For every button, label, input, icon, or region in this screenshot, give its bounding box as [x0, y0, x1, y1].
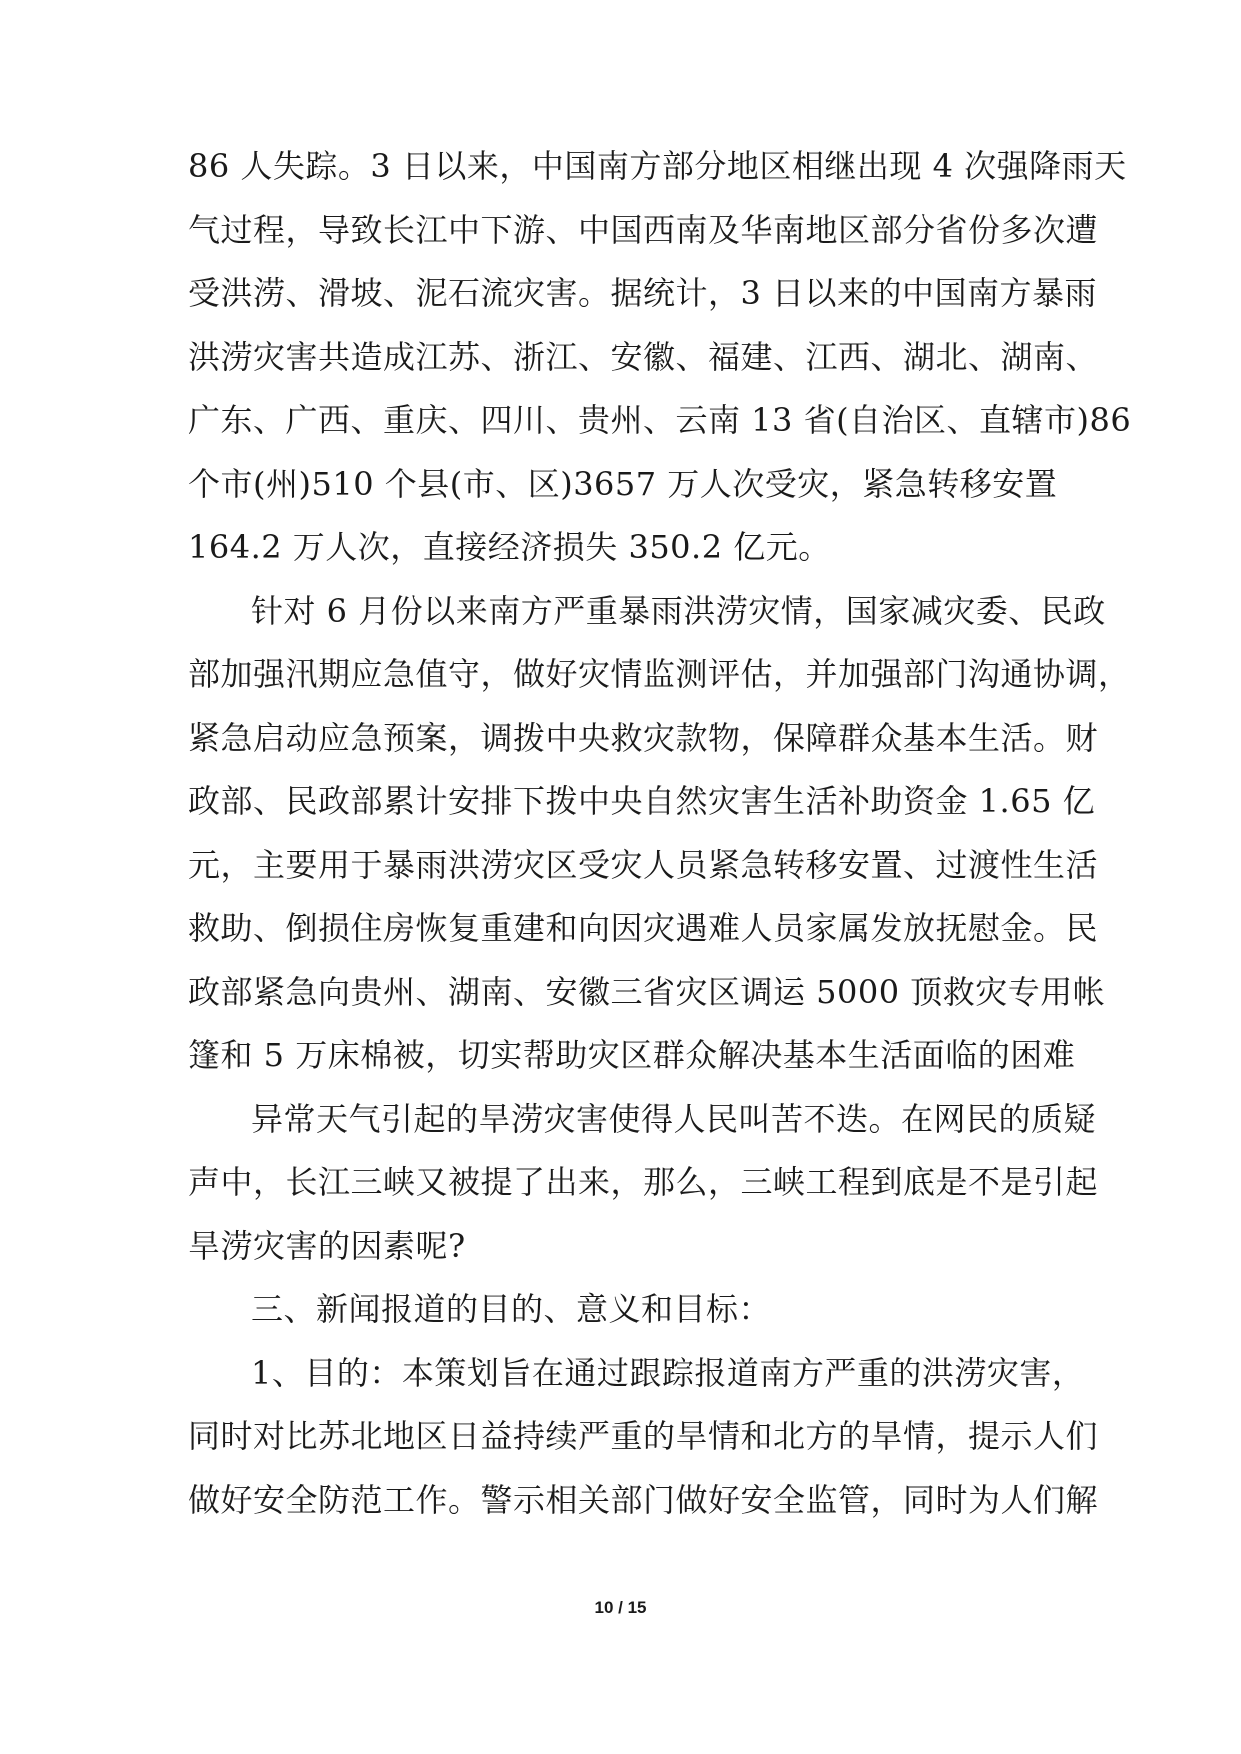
- text-line: 元，主要用于暴雨洪涝灾区受灾人员紧急转移安置、过渡性生活: [188, 846, 1099, 884]
- text-line: 164.2 万人次，直接经济损失 350.2 亿元。: [188, 528, 831, 566]
- text-line: 受洪涝、滑坡、泥石流灾害。据统计，3 日以来的中国南方暴雨: [188, 274, 1098, 312]
- text-line: 紧急启动应急预案，调拨中央救灾款物，保障群众基本生活。财: [188, 719, 1099, 757]
- text-line: 同时对比苏北地区日益持续严重的旱情和北方的旱情，提示人们: [188, 1417, 1099, 1455]
- text-line: 部加强汛期应急值守，做好灾情监测评估，并加强部门沟通协调，: [188, 655, 1131, 693]
- paragraph-first-line: 针对 6 月份以来南方严重暴雨洪涝灾情，国家减灾委、民政: [251, 592, 1106, 630]
- text-line: 广东、广西、重庆、四川、贵州、云南 13 省(自治区、直辖市)86: [188, 401, 1132, 439]
- text-line: 政部、民政部累计安排下拨中央自然灾害生活补助资金 1.65 亿: [188, 782, 1096, 820]
- text-line: 政部紧急向贵州、湖南、安徽三省灾区调运 5000 顶救灾专用帐: [188, 973, 1106, 1011]
- page-number: 10 / 15: [594, 1598, 647, 1617]
- text-line: 救助、倒损住房恢复重建和向因灾遇难人员家属发放抚慰金。民: [188, 909, 1099, 947]
- paragraph-first-line: 1、目的：本策划旨在通过跟踪报道南方严重的洪涝灾害，: [251, 1354, 1085, 1392]
- text-line: 86 人失踪。3 日以来，中国南方部分地区相继出现 4 次强降雨天: [188, 147, 1127, 185]
- text-line: 声中，长江三峡又被提了出来，那么，三峡工程到底是不是引起: [188, 1163, 1099, 1201]
- paragraph-first-line: 异常天气引起的旱涝灾害使得人民叫苦不迭。在网民的质疑: [251, 1100, 1097, 1138]
- text-line: 气过程，导致长江中下游、中国西南及华南地区部分省份多次遭: [188, 211, 1099, 249]
- section-heading: 三、新闻报道的目的、意义和目标：: [251, 1290, 772, 1328]
- text-line: 洪涝灾害共造成江苏、浙江、安徽、福建、江西、湖北、湖南、: [188, 338, 1099, 376]
- text-line: 个市(州)510 个县(市、区)3657 万人次受灾，紧急转移安置: [188, 465, 1058, 503]
- text-line: 篷和 5 万床棉被，切实帮助灾区群众解决基本生活面临的困难: [188, 1036, 1076, 1074]
- text-line: 做好安全防范工作。警示相关部门做好安全监管，同时为人们解: [188, 1481, 1099, 1519]
- text-line: 旱涝灾害的因素呢?: [188, 1227, 466, 1265]
